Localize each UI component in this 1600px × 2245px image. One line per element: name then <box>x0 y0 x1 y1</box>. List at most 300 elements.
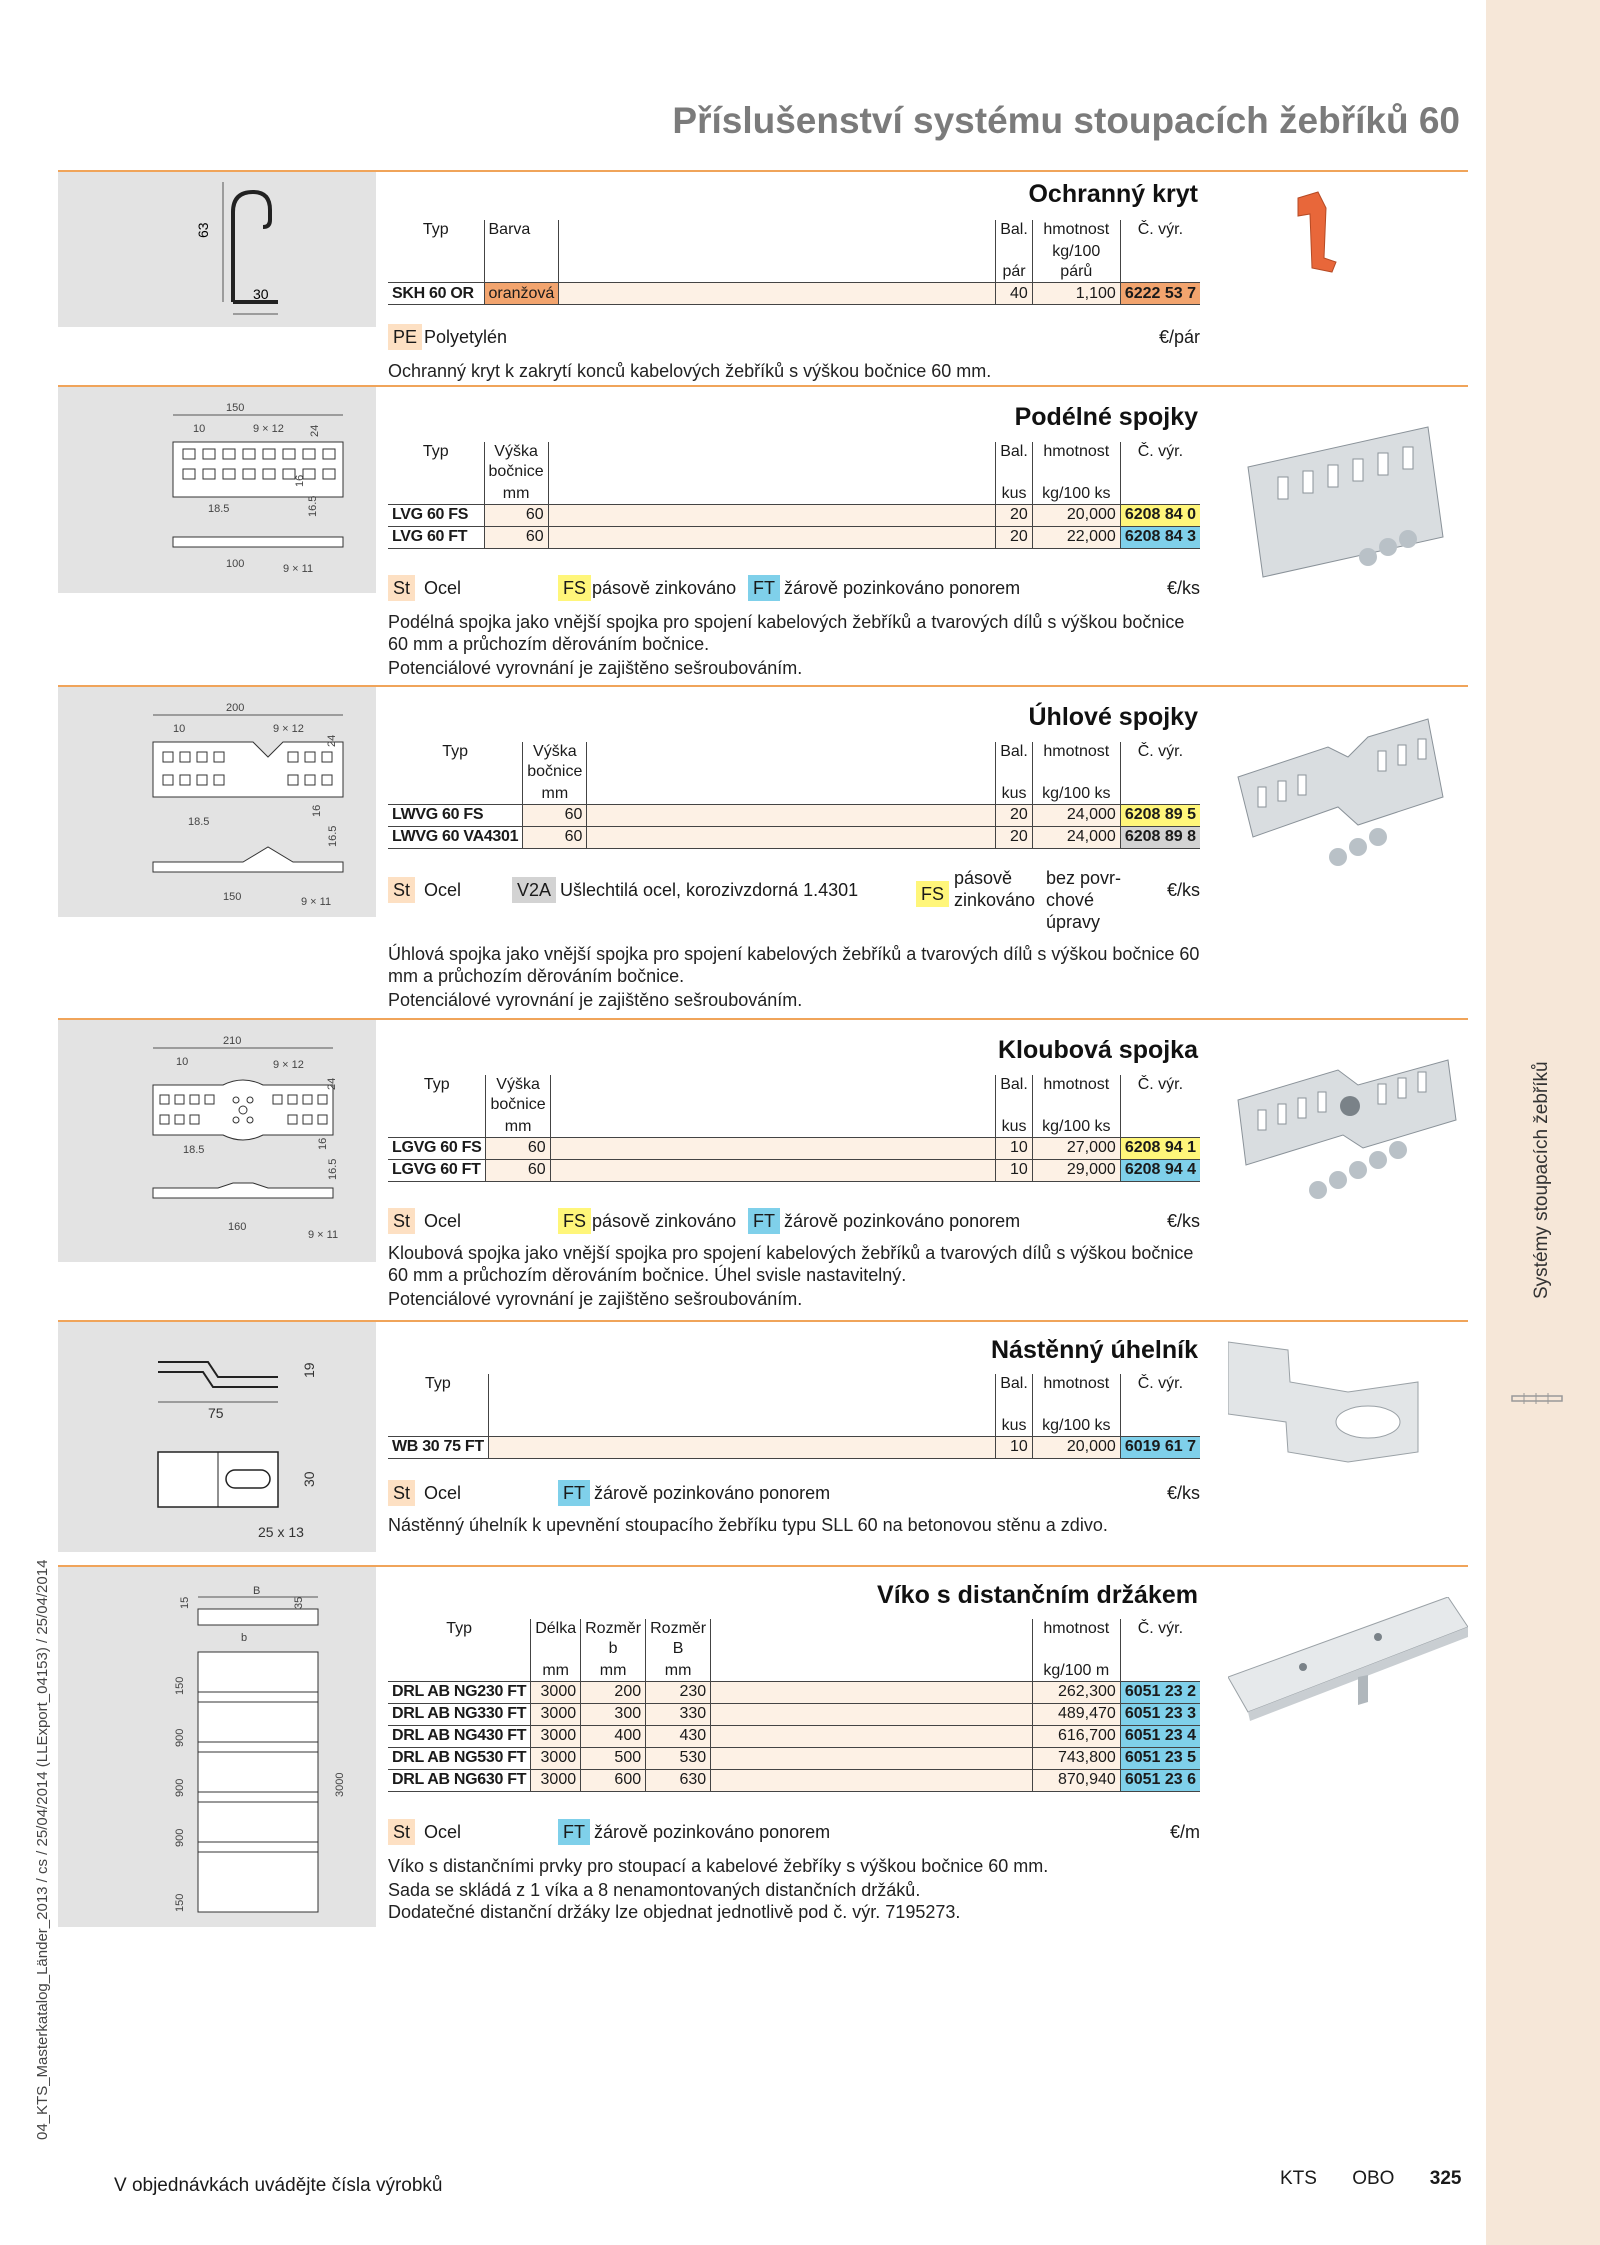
col-spacer <box>548 442 996 482</box>
dim-label: 9 × 11 <box>308 1229 339 1241</box>
type-cell: DRL AB NG230 FT <box>388 1681 531 1703</box>
material-label: Polyetylén <box>424 327 508 347</box>
pack-cell: 40 <box>996 283 1033 305</box>
table-row <box>388 283 1200 305</box>
material-label: žárově pozinkováno ponorem <box>594 1822 831 1842</box>
unit-cell: mm <box>523 782 587 804</box>
section-title: Podélné spojky <box>1014 403 1198 431</box>
col-spacer <box>488 1374 995 1396</box>
fill-cell <box>559 283 996 305</box>
dim-label: 9 × 12 <box>273 723 304 735</box>
length-cell: 3000 <box>531 1681 581 1703</box>
col-header: Č. výr. <box>1120 742 1200 782</box>
dim-label: 100 <box>226 558 245 570</box>
footer-brand-obo: OBO <box>1352 2168 1395 2189</box>
fill-cell <box>711 1769 1033 1791</box>
col-spacer <box>711 1659 1033 1681</box>
height-cell: 60 <box>486 1137 550 1159</box>
weight-cell: 20,000 <box>1032 504 1120 526</box>
footer-brand-kts: KTS <box>1280 2168 1317 2189</box>
unit-cell: kg/100 ks <box>1032 1115 1120 1137</box>
section-title: Úhlové spojky <box>1028 703 1198 731</box>
material-label: Ocel <box>424 1822 462 1842</box>
desc-line: Potenciálové vyrovnání je zajištěno sešroubováním. <box>388 658 803 678</box>
col-header: Bal. <box>996 742 1033 782</box>
table-row <box>388 804 1200 826</box>
col-header: Typ <box>446 1620 472 1637</box>
material-badge: St <box>388 1208 415 1234</box>
dim-label: 900 <box>174 1828 186 1847</box>
material-badge: FS <box>916 881 949 907</box>
spec-table <box>388 1075 1200 1182</box>
bp-label-line1: bez povr- <box>1046 868 1122 888</box>
spec-table <box>388 220 1200 305</box>
type-cell: LGVG 60 FS <box>388 1137 486 1159</box>
material-label: Ocel <box>424 1483 462 1503</box>
col-header: Typ <box>422 443 449 460</box>
col-header: Č. výr. <box>1120 220 1200 242</box>
type-cell: WB 30 75 FT <box>388 1436 488 1458</box>
technical-drawing <box>58 1020 376 1262</box>
material-label: pásově zinkováno <box>592 578 737 598</box>
type-cell: LVG 60 FS <box>388 504 484 526</box>
desc-line: Ochranný kryt k zakrytí konců kabelových žebříků s výškou bočnice 60 mm. <box>388 361 992 381</box>
fill-cell <box>587 826 996 848</box>
col-header: Bal. <box>996 1075 1033 1115</box>
col-header: Barva <box>484 220 559 242</box>
material-badge: St <box>388 1819 415 1845</box>
dim-label: 24 <box>326 734 338 747</box>
length-cell: 3000 <box>531 1769 581 1791</box>
price-unit: €/ks <box>1166 1483 1200 1503</box>
section-uhlove-spojky <box>58 685 1468 1018</box>
desc-line: Sada se skládá z 1 víka a 8 nenamontovaných distančních držáků. <box>388 1880 921 1900</box>
material-badge: V2A <box>512 877 556 903</box>
dim-label: 3000 <box>334 1772 346 1797</box>
weight-cell: 24,000 <box>1032 804 1120 826</box>
article-number: 6208 89 5 <box>1120 804 1200 826</box>
dim-label: 10 <box>193 423 206 435</box>
unit-cell: mm <box>486 1115 550 1137</box>
material-label: Ocel <box>424 880 462 900</box>
pack-cell: 10 <box>996 1159 1033 1181</box>
dim-label: 210 <box>223 1035 242 1047</box>
type-cell: LWVG 60 VA4301 <box>388 826 523 848</box>
article-number: 6051 23 6 <box>1120 1769 1200 1791</box>
desc-line: Nástěnný úhelník k upevnění stoupacího žebříku typu SLL 60 na betonovou stěnu a zdivo. <box>388 1515 1108 1535</box>
unit-cell: kg/100 ks <box>1032 1396 1120 1436</box>
unit-cell: kg/100 ks <box>1032 782 1120 804</box>
col-spacer <box>587 742 996 782</box>
desc-line: Dodatečné distanční držáky lze objednat jednotlivě pod č. výr. 7195273. <box>388 1902 961 1922</box>
dim-b-cell: 500 <box>581 1747 646 1769</box>
fill-cell <box>587 804 996 826</box>
article-number: 6208 89 8 <box>1120 826 1200 848</box>
table-row <box>388 1747 1200 1769</box>
col-header: Typ <box>422 221 449 238</box>
weight-cell: 24,000 <box>1032 826 1120 848</box>
fs-label-line2: zinkováno <box>954 890 1036 910</box>
description <box>388 360 1238 384</box>
dim-label: B <box>253 1585 261 1597</box>
col-spacer <box>488 1396 995 1436</box>
technical-drawing <box>58 387 376 593</box>
weight-cell: 870,940 <box>1032 1769 1120 1791</box>
unit-cell <box>1120 1396 1200 1436</box>
dim-label: 24 <box>309 424 321 437</box>
unit-cell: mm <box>484 482 548 504</box>
footer-brand <box>1280 2168 1461 2190</box>
unit-cell: kus <box>996 1396 1033 1436</box>
section-kloubova-spojka <box>58 1018 1468 1320</box>
weight-cell: 20,000 <box>1032 1436 1120 1458</box>
table-row <box>388 1703 1200 1725</box>
technical-drawing <box>58 1567 376 1927</box>
height-cell: 60 <box>484 504 548 526</box>
page-number: 325 <box>1429 2168 1462 2189</box>
dim-label: 150 <box>174 1893 186 1912</box>
length-cell: 3000 <box>531 1725 581 1747</box>
dim-label: 200 <box>226 702 245 714</box>
type-cell: DRL AB NG430 FT <box>388 1725 531 1747</box>
col-header: Bal. <box>996 220 1033 242</box>
dim-label: 16 <box>311 804 323 817</box>
description <box>388 943 1208 1013</box>
section-ochranny-kryt <box>58 170 1468 385</box>
section-nastenny-uhelnik <box>58 1320 1468 1565</box>
product-photo <box>1228 1597 1468 1787</box>
spec-table <box>388 742 1200 849</box>
material-label: Ocel <box>424 578 462 598</box>
description <box>388 1514 1238 1538</box>
desc-line: Úhlová spojka jako vnější spojka pro spojení kabelových žebříků a tvarových dílů s výškou bočnice 60 mm a průchozím děrováním bočnice. <box>388 944 1200 986</box>
section-title: Ochranný kryt <box>1028 180 1198 208</box>
product-photo <box>1228 707 1468 897</box>
length-cell: 3000 <box>531 1703 581 1725</box>
section-title: Kloubová spojka <box>997 1036 1198 1064</box>
dim-label: 16.5 <box>327 1158 339 1180</box>
article-number: 6222 53 7 <box>1120 283 1200 305</box>
material-label: Ocel <box>424 1211 462 1231</box>
pack-cell: 20 <box>996 504 1033 526</box>
unit-cell: kus <box>996 1115 1033 1137</box>
table-row <box>388 1159 1200 1181</box>
product-photo <box>1228 407 1468 597</box>
col-header: Rozměr b <box>581 1619 646 1659</box>
price-unit: €/ks <box>1166 1211 1200 1231</box>
col-header: Č. výr. <box>1120 1075 1200 1115</box>
col-spacer <box>548 482 996 504</box>
col-header: Výška bočnice <box>523 742 587 782</box>
dim-label: 150 <box>174 1676 186 1695</box>
pack-cell: 20 <box>996 826 1033 848</box>
dim-B-cell: 330 <box>646 1703 711 1725</box>
fill-cell <box>548 504 996 526</box>
col-header: Bal. <box>996 1374 1033 1396</box>
dim-b-cell: 600 <box>581 1769 646 1791</box>
material-badge: St <box>388 877 415 903</box>
dim-label: 9 × 11 <box>301 896 332 908</box>
dim-label: 18.5 <box>188 816 210 828</box>
material-badge: PE <box>388 324 422 350</box>
material-badge: St <box>388 1480 415 1506</box>
pack-cell: 20 <box>996 526 1033 548</box>
unit-cell <box>1120 782 1200 804</box>
unit-cell: pár <box>996 242 1033 283</box>
table-row <box>388 526 1200 548</box>
dim-label: 16 <box>317 1137 329 1150</box>
spec-table <box>388 442 1200 549</box>
table-row <box>388 1769 1200 1791</box>
dim-B-cell: 230 <box>646 1681 711 1703</box>
unit-cell: kus <box>996 782 1033 804</box>
dim-label: 150 <box>226 402 245 414</box>
price-unit: €/pár <box>1158 327 1200 347</box>
dim-label: 9 × 12 <box>273 1059 304 1071</box>
product-photo <box>1228 1322 1468 1512</box>
dim-label: 25 x 13 <box>258 1524 304 1540</box>
table-row <box>388 1137 1200 1159</box>
footer-note: V objednávkách uvádějte čísla výrobků <box>114 2175 443 2196</box>
table-row <box>388 826 1200 848</box>
fill-cell <box>711 1681 1033 1703</box>
fs-label-line1: pásově <box>954 868 1013 888</box>
dim-label: 150 <box>223 891 242 903</box>
col-header: Č. výr. <box>1120 442 1200 482</box>
fill-cell <box>711 1747 1033 1769</box>
description <box>388 1242 1208 1312</box>
col-spacer <box>550 1075 996 1115</box>
section-viko <box>58 1565 1468 1985</box>
type-cell: DRL AB NG630 FT <box>388 1769 531 1791</box>
unit-cell: kg/100 ks <box>1032 482 1120 504</box>
col-header: hmotnost <box>1032 1075 1120 1115</box>
pack-cell: 20 <box>996 804 1033 826</box>
col-header: Typ <box>423 1076 450 1093</box>
price-unit: €/ks <box>1166 578 1200 598</box>
product-photo <box>1228 1040 1468 1230</box>
material-row <box>388 1480 1200 1508</box>
dim-B-cell: 630 <box>646 1769 711 1791</box>
dim-label: 16 <box>294 474 306 487</box>
dim-label: 19 <box>301 1362 317 1378</box>
material-badge: FT <box>748 575 780 601</box>
unit-cell: mm <box>531 1659 581 1681</box>
ladder-mark-icon <box>1510 1392 1568 1406</box>
article-number: 6051 23 5 <box>1120 1747 1200 1769</box>
article-number: 6208 84 3 <box>1120 526 1200 548</box>
weight-cell: 489,470 <box>1032 1703 1120 1725</box>
table-row <box>388 1681 1200 1703</box>
unit-cell <box>388 1659 531 1681</box>
unit-cell <box>484 242 559 283</box>
material-badge: FT <box>558 1819 590 1845</box>
imprint: 04_KTS_Masterkatalog_Länder_2013 / cs / 25/04/2014 (LLExport_04153) / 25/04/2014 <box>34 1559 51 2140</box>
type-cell: LGVG 60 FT <box>388 1159 486 1181</box>
type-cell: DRL AB NG530 FT <box>388 1747 531 1769</box>
height-cell: 60 <box>523 826 587 848</box>
table-row <box>388 1436 1200 1458</box>
dim-b-cell: 400 <box>581 1725 646 1747</box>
description <box>388 1855 1238 1925</box>
weight-cell: 743,800 <box>1032 1747 1120 1769</box>
col-spacer <box>559 220 996 242</box>
type-cell: LWVG 60 FS <box>388 804 523 826</box>
material-row <box>388 324 1200 352</box>
dim-label: 9 × 12 <box>253 423 284 435</box>
material-label: žárově pozinkováno ponorem <box>784 1211 1021 1231</box>
material-badge: FT <box>558 1480 590 1506</box>
description <box>388 611 1208 681</box>
article-number: 6051 23 2 <box>1120 1681 1200 1703</box>
fill-cell <box>711 1703 1033 1725</box>
dim-label: 75 <box>208 1405 224 1421</box>
fill-cell <box>711 1725 1033 1747</box>
unit-cell <box>1120 1115 1200 1137</box>
col-spacer <box>550 1115 996 1137</box>
pack-cell: 10 <box>996 1137 1033 1159</box>
page-title: Příslušenství systému stoupacích žebříků 60 <box>672 100 1460 141</box>
col-spacer <box>587 782 996 804</box>
dim-label: 30 <box>253 286 269 302</box>
dim-label: 30 <box>301 1471 317 1487</box>
material-badge: St <box>388 575 415 601</box>
material-row <box>388 1819 1200 1847</box>
desc-line: Potenciálové vyrovnání je zajištěno sešroubováním. <box>388 1289 803 1309</box>
col-header: Bal. <box>996 442 1033 482</box>
dim-label: 18.5 <box>183 1144 205 1156</box>
dim-B-cell: 530 <box>646 1747 711 1769</box>
material-label: žárově pozinkováno ponorem <box>594 1483 831 1503</box>
height-cell: 60 <box>486 1159 550 1181</box>
col-header: Výška bočnice <box>484 442 548 482</box>
article-number: 6019 61 7 <box>1120 1436 1200 1458</box>
col-header: Výška bočnice <box>486 1075 550 1115</box>
type-cell: LVG 60 FT <box>388 526 484 548</box>
material-label: pásově zinkováno <box>592 1211 737 1231</box>
price-unit: €/ks <box>1166 880 1200 900</box>
unit-cell: kg/100 m <box>1032 1659 1120 1681</box>
unit-cell: mm <box>581 1659 646 1681</box>
col-header: hmotnost <box>1032 220 1120 242</box>
material-label: žárově pozinkováno ponorem <box>784 578 1021 598</box>
dim-label: 900 <box>174 1728 186 1747</box>
section-podelne-spojky <box>58 385 1468 685</box>
desc-line: Víko s distančními prvky pro stoupací a kabelové žebříky s výškou bočnice 60 mm. <box>388 1856 1049 1876</box>
technical-drawing <box>58 1322 376 1552</box>
unit-cell: kg/100 párů <box>1032 242 1120 283</box>
dim-label: 10 <box>176 1056 189 1068</box>
bp-label-line3: úpravy <box>1046 912 1101 932</box>
weight-cell: 1,100 <box>1032 283 1120 305</box>
dim-label: 35 <box>293 1596 305 1609</box>
unit-cell <box>388 482 484 504</box>
weight-cell: 29,000 <box>1032 1159 1120 1181</box>
color-cell: oranžová <box>484 283 559 305</box>
dim-label: b <box>241 1632 248 1644</box>
unit-cell <box>1120 1659 1200 1681</box>
dim-b-cell: 300 <box>581 1703 646 1725</box>
weight-cell: 616,700 <box>1032 1725 1120 1747</box>
unit-cell: mm <box>646 1659 711 1681</box>
col-header: hmotnost <box>1032 742 1120 782</box>
col-header: hmotnost <box>1032 1619 1120 1659</box>
material-badge: FS <box>558 575 591 601</box>
col-header: Č. výr. <box>1120 1619 1200 1659</box>
material-badge: FS <box>558 1208 591 1234</box>
unit-cell <box>388 242 484 283</box>
unit-cell <box>1120 482 1200 504</box>
height-cell: 60 <box>523 804 587 826</box>
desc-line: Potenciálové vyrovnání je zajištěno sešroubováním. <box>388 990 803 1010</box>
dim-label: 18.5 <box>208 503 230 515</box>
col-header: Č. výr. <box>1120 1374 1200 1396</box>
col-spacer <box>711 1619 1033 1659</box>
price-unit: €/m <box>1169 1822 1200 1842</box>
dim-label: 9 × 11 <box>283 563 314 575</box>
side-label: Systémy stoupacích žebříků <box>1531 1061 1552 1299</box>
col-header: hmotnost <box>1032 442 1120 482</box>
weight-cell: 262,300 <box>1032 1681 1120 1703</box>
dim-label: 16.5 <box>307 495 319 517</box>
spec-table <box>388 1619 1200 1792</box>
dim-b-cell: 200 <box>581 1681 646 1703</box>
unit-cell <box>388 1115 486 1137</box>
height-cell: 60 <box>484 526 548 548</box>
fill-cell <box>550 1137 996 1159</box>
col-header: Rozměr B <box>646 1619 711 1659</box>
fill-cell <box>550 1159 996 1181</box>
col-header: hmotnost <box>1032 1374 1120 1396</box>
material-row <box>388 1208 1200 1236</box>
article-number: 6208 94 4 <box>1120 1159 1200 1181</box>
material-badge: FT <box>748 1208 780 1234</box>
dim-B-cell: 430 <box>646 1725 711 1747</box>
length-cell: 3000 <box>531 1747 581 1769</box>
unit-cell <box>1120 242 1200 283</box>
article-number: 6208 94 1 <box>1120 1137 1200 1159</box>
dim-label: 900 <box>174 1778 186 1797</box>
dim-label: 10 <box>173 723 186 735</box>
spec-table <box>388 1374 1200 1459</box>
technical-drawing <box>58 687 376 917</box>
article-number: 6051 23 4 <box>1120 1725 1200 1747</box>
section-title: Víko s distančním držákem <box>877 1581 1198 1609</box>
unit-cell: kus <box>996 482 1033 504</box>
dim-label: 15 <box>179 1596 191 1609</box>
weight-cell: 22,000 <box>1032 526 1120 548</box>
bp-label-line2: chové <box>1046 890 1095 910</box>
col-spacer <box>559 242 996 283</box>
fill-cell <box>488 1436 995 1458</box>
material-label: Ušlechtilá ocel, korozivzdorná 1.4301 <box>560 880 859 900</box>
desc-line: Kloubová spojka jako vnější spojka pro spojení kabelových žebříků a tvarových dílů s výškou bočnice 60 mm a průchozím děrováním bočnice. Úhel svisle nastavitelný. <box>388 1243 1194 1285</box>
material-row <box>388 575 1200 603</box>
col-header: Typ <box>425 1375 451 1392</box>
desc-line: Podélná spojka jako vnější spojka pro spojení kabelových žebříků a tvarových dílů s výškou bočnice 60 mm a průchozím děrováním bočnice. <box>388 612 1185 654</box>
article-number: 6051 23 3 <box>1120 1703 1200 1725</box>
fill-cell <box>548 526 996 548</box>
type-cell: SKH 60 OR <box>388 283 484 305</box>
unit-cell <box>388 782 523 804</box>
dim-label: 24 <box>326 1077 338 1090</box>
type-cell: DRL AB NG330 FT <box>388 1703 531 1725</box>
dim-label: 160 <box>228 1221 247 1233</box>
technical-drawing <box>58 172 376 327</box>
material-row <box>388 868 1200 932</box>
pack-cell: 10 <box>996 1436 1033 1458</box>
col-header: Typ <box>442 743 469 760</box>
